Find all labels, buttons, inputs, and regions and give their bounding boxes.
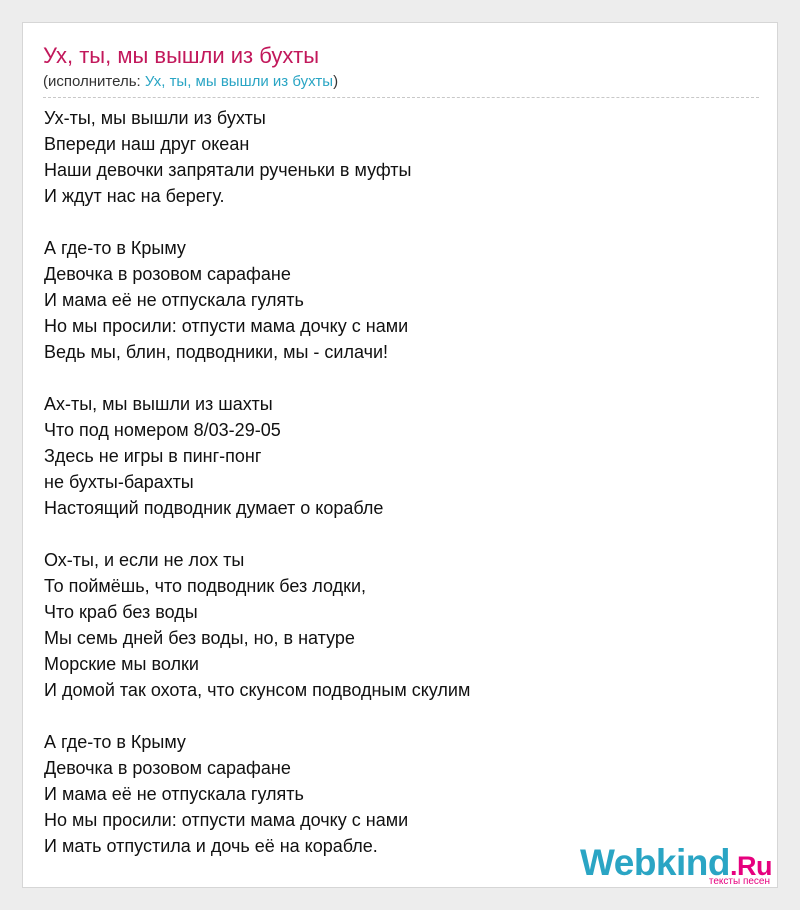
lyric-line: Здесь не игры в пинг-понг	[44, 446, 262, 466]
song-title: Ух, ты, мы вышли из бухты	[43, 43, 320, 68]
webkind-logo	[580, 841, 778, 887]
logo-tld: .Ru	[730, 851, 772, 881]
lyric-line: И мама её не отпускала гулять	[44, 784, 304, 804]
lyric-line: Девочка в розовом сарафане	[44, 758, 291, 778]
lyrics-stanza	[44, 235, 764, 365]
lyric-line: И мама её не отпускала гулять	[44, 290, 304, 310]
lyric-line: Ух-ты, мы вышли из бухты	[44, 108, 266, 128]
lyric-line: А где-то в Крыму	[44, 732, 186, 752]
title-divider	[43, 97, 759, 98]
lyrics-stanza	[44, 391, 764, 521]
logo-brand: Webkind	[580, 842, 730, 883]
lyric-line: Девочка в розовом сарафане	[44, 264, 291, 284]
lyric-line: Что под номером 8/03-29-05	[44, 420, 281, 440]
logo-tagline: тексты песен	[708, 876, 770, 887]
artist-suffix: )	[333, 73, 339, 90]
lyric-line: То поймёшь, что подводник без лодки,	[44, 576, 366, 596]
lyric-line: Что краб без воды	[44, 602, 198, 622]
lyric-line: Мы семь дней без воды, но, в натуре	[44, 628, 355, 648]
artist-line	[43, 73, 338, 90]
lyric-line: И домой так охота, что скунсом подводным скулим	[44, 680, 471, 700]
lyric-line: Впереди наш друг океан	[44, 134, 250, 154]
lyrics-stanza	[44, 547, 764, 703]
lyric-line: Но мы просили: отпусти мама дочку с нами	[44, 316, 409, 336]
lyric-line: И ждут нас на берегу.	[44, 186, 225, 206]
lyric-line: Настоящий подводник думает о корабле	[44, 498, 384, 518]
lyric-line: Морские мы волки	[44, 654, 199, 674]
lyric-line: А где-то в Крыму	[44, 238, 186, 258]
lyric-line: Наши девочки запрятали рученьки в муфты	[44, 160, 412, 180]
lyrics-card	[22, 22, 778, 888]
lyric-line: Но мы просили: отпусти мама дочку с нами	[44, 810, 409, 830]
artist-prefix: (исполнитель:	[43, 73, 145, 90]
lyric-line: Ведь мы, блин, подводники, мы - силачи!	[44, 342, 389, 362]
lyrics-body	[44, 105, 764, 885]
lyric-line: не бухты-барахты	[44, 472, 194, 492]
lyric-line: Ах-ты, мы вышли из шахты	[44, 394, 273, 414]
lyrics-stanza	[44, 105, 764, 209]
lyrics-stanza	[44, 729, 764, 859]
lyric-line: И мать отпустила и дочь её на корабле.	[44, 836, 378, 856]
artist-link[interactable]: Ух, ты, мы вышли из бухты	[144, 73, 334, 90]
lyric-line: Ох-ты, и если не лох ты	[44, 550, 245, 570]
